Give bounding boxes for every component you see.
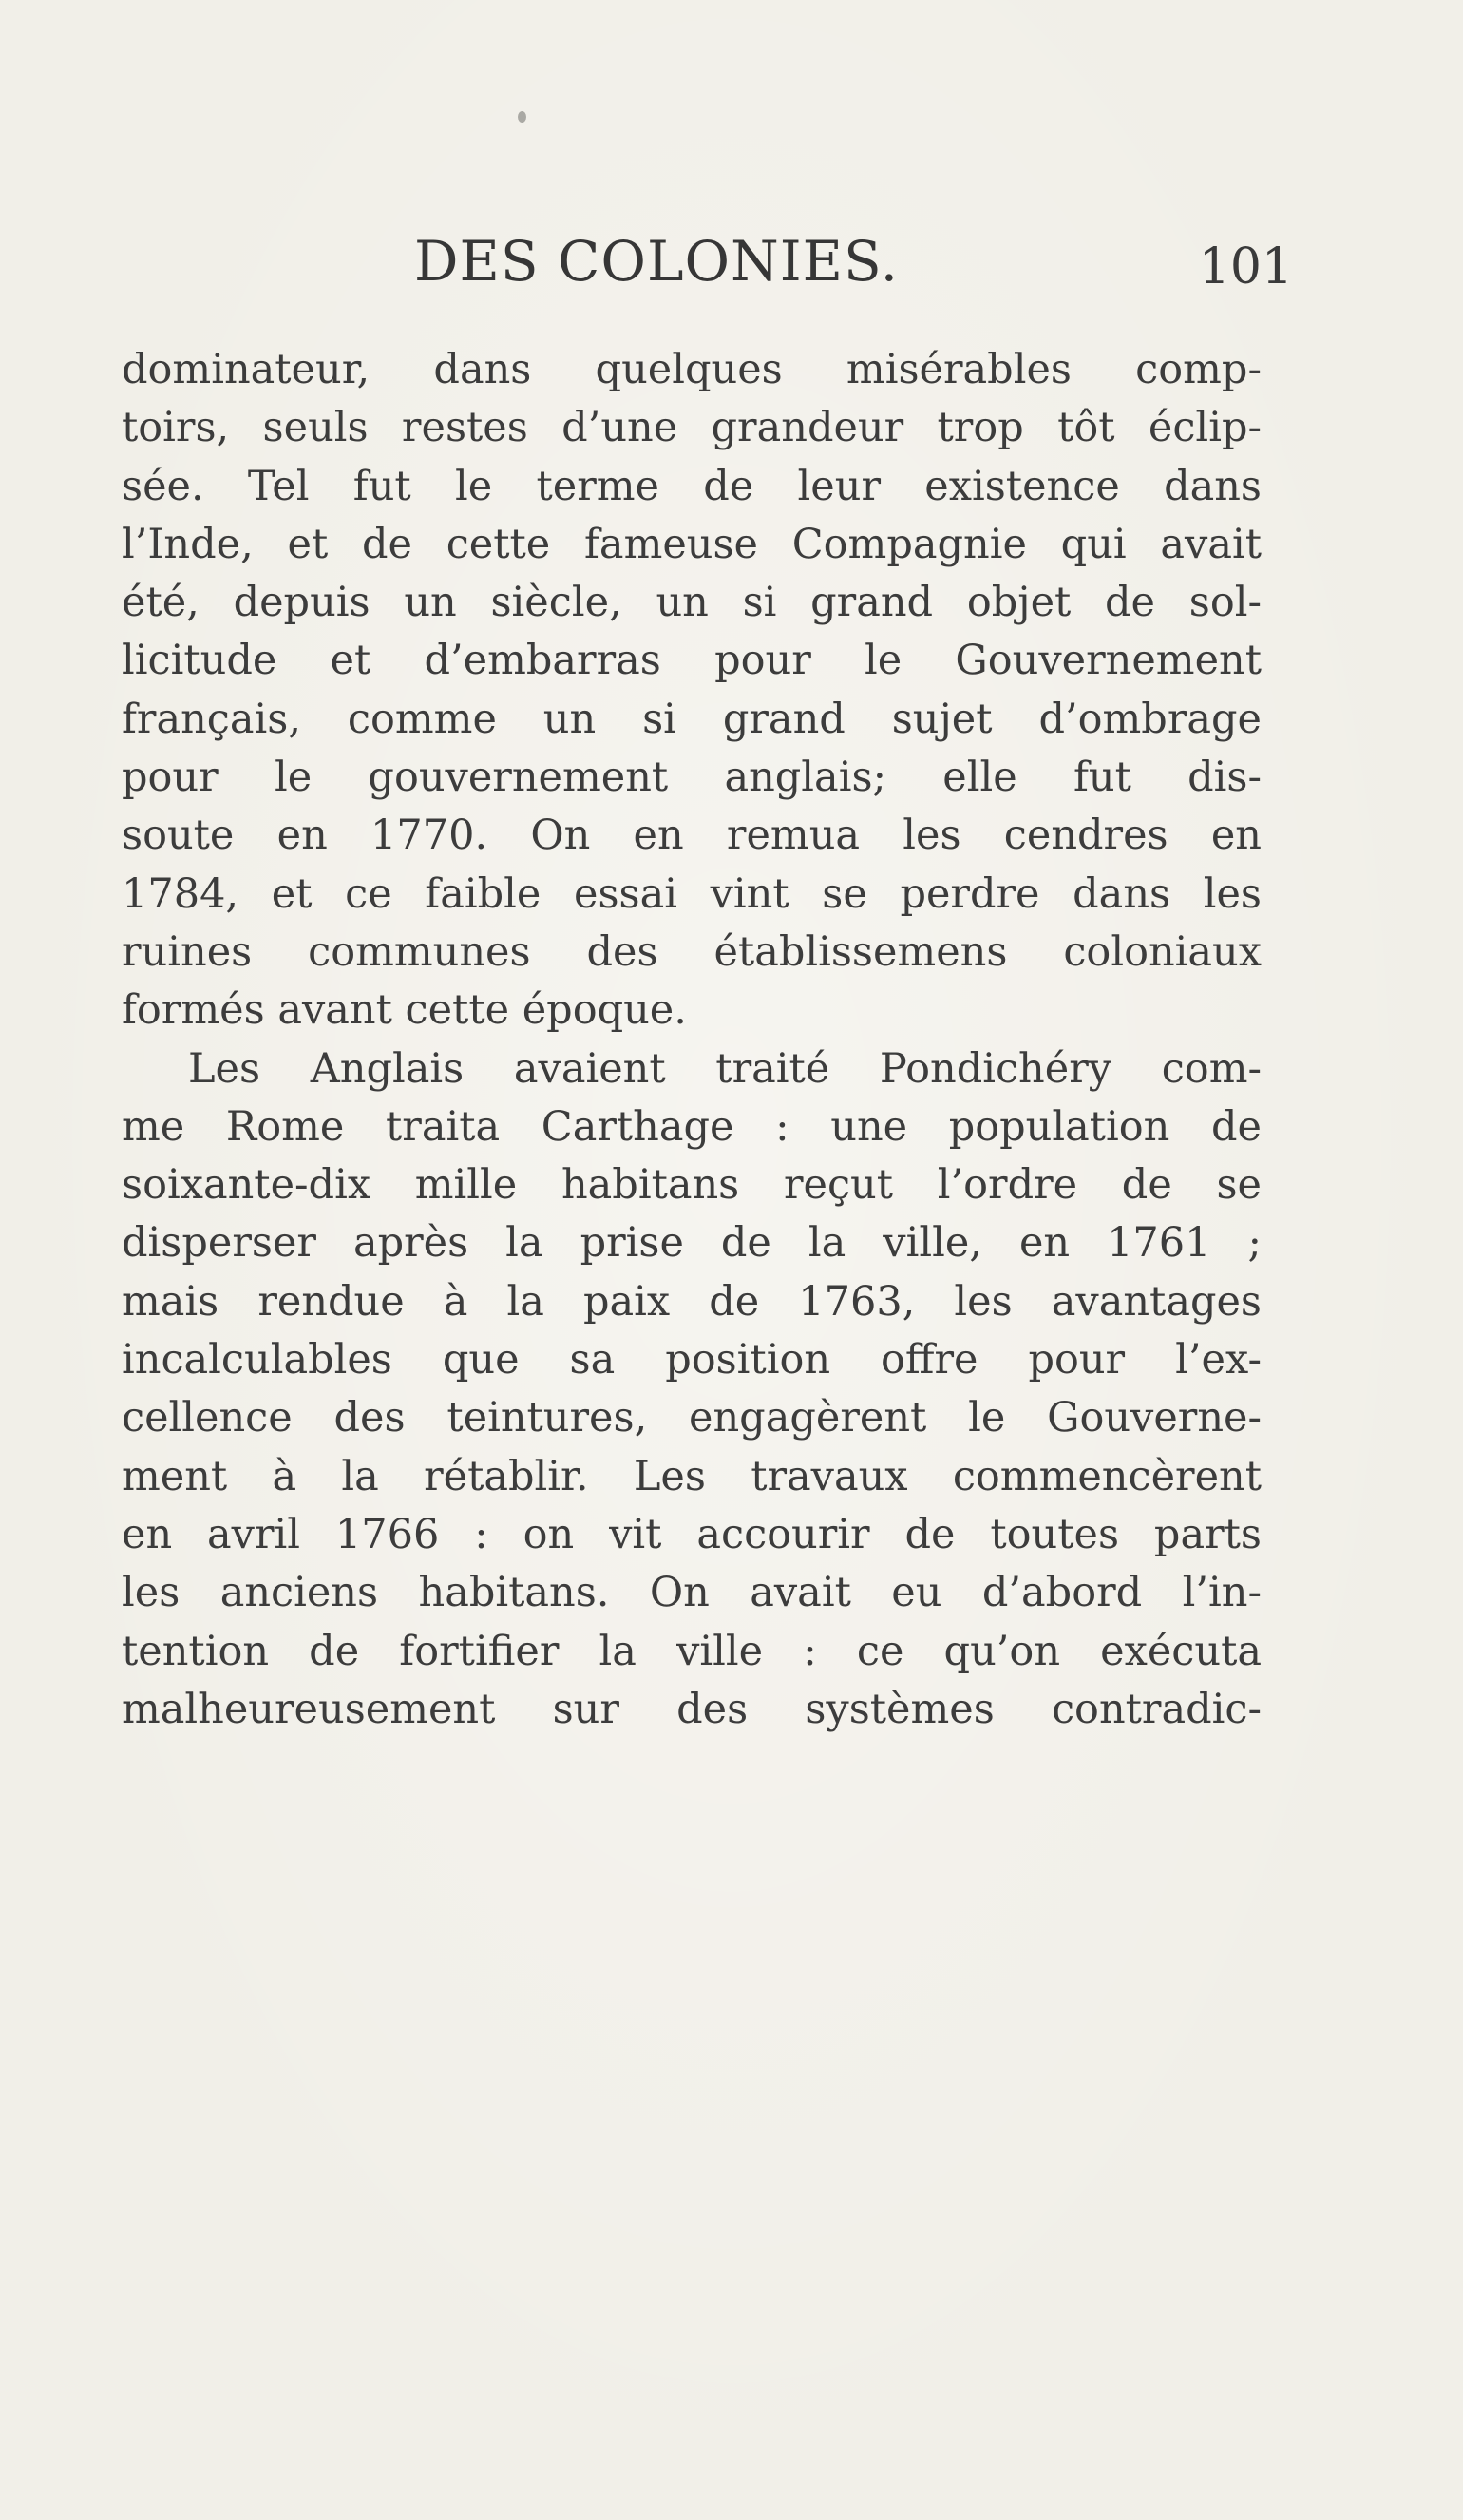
- text-line: été, depuis un siècle, un si grand objet de sol-: [122, 579, 1262, 627]
- text-line: mais rendue à la paix de 1763, les avantages: [122, 1277, 1262, 1326]
- text-line: tention de fortifier la ville : ce qu’on exécuta: [122, 1627, 1262, 1675]
- body-text: [122, 341, 1262, 1739]
- text-line: dominateur, dans quelques misérables comp-: [122, 346, 1262, 393]
- text-line: cellence des teintures, engagèrent le Gouverne-: [122, 1394, 1262, 1442]
- text-line: ruines communes des établissemens coloniaux: [122, 927, 1262, 976]
- text-line: les anciens habitans. On avait eu d’abord l’in-: [122, 1569, 1262, 1617]
- text-line: incalculables que sa position offre pour l’ex-: [122, 1336, 1262, 1384]
- text-line: me Rome traita Carthage : une population de: [122, 1102, 1262, 1151]
- text-line: toirs, seuls restes d’une grandeur trop tôt éclip-: [122, 404, 1262, 452]
- text-line: l’Inde, et de cette fameuse Compagnie qui avait: [122, 520, 1262, 568]
- text-line: malheureusement sur des systèmes contradic-: [122, 1685, 1262, 1733]
- paragraph-end-line: formés avant cette époque.: [122, 986, 687, 1035]
- text-line: en avril 1766 : on vit accourir de toutes parts: [122, 1510, 1262, 1558]
- text-line: soute en 1770. On en remua les cendres en: [122, 811, 1262, 860]
- text-line: ment à la rétablir. Les travaux commencèrent: [122, 1452, 1262, 1500]
- text-line: soixante-dix mille habitans reçut l’ordre de se: [122, 1161, 1262, 1210]
- text-line: disperser après la prise de la ville, en 1761 ;: [122, 1219, 1262, 1268]
- text-line: licitude et d’embarras pour le Gouvernement: [122, 637, 1262, 685]
- text-line: sée. Tel fut le terme de leur existence dans: [122, 462, 1262, 510]
- text-line: français, comme un si grand sujet d’ombrage: [122, 695, 1262, 743]
- paragraph-start-line: Les Anglais avaient traité Pondichéry com-: [188, 1044, 1262, 1093]
- running-title: DES COLONIES.: [414, 229, 900, 294]
- page-header: [414, 228, 1293, 295]
- text-line: pour le gouvernement anglais; elle fut dis-: [122, 754, 1262, 802]
- text-line: 1784, et ce faible essai vint se perdre dans les: [122, 869, 1262, 918]
- ink-speck: [518, 111, 526, 123]
- page-number: 101: [1198, 239, 1293, 296]
